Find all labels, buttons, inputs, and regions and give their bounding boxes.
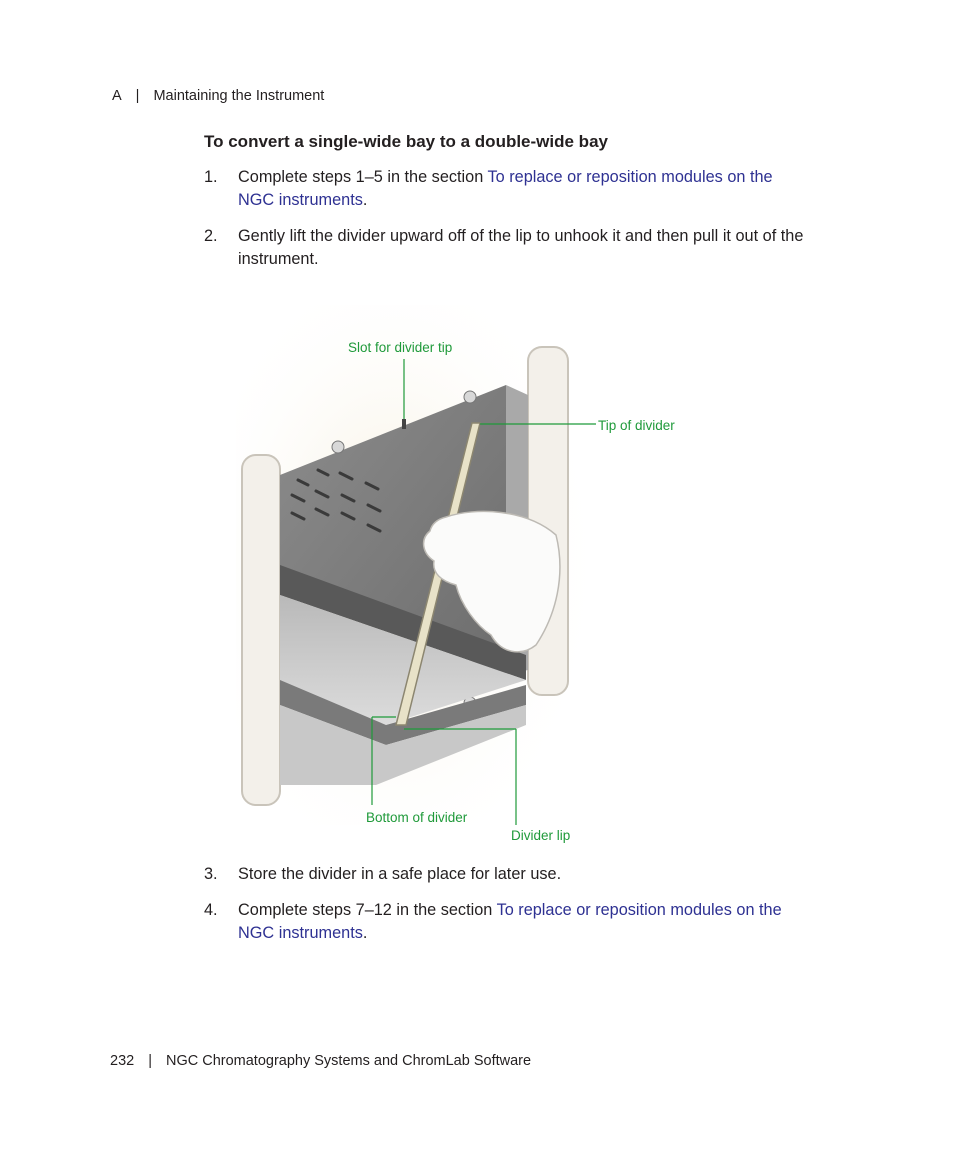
step-1-text (238, 166, 848, 212)
divider-slot (402, 419, 406, 429)
step-1-text-before: Complete steps 1–5 in the section (238, 168, 488, 186)
divider-illustration-svg (236, 285, 696, 850)
step-4-text-before: Complete steps 7–12 in the section (238, 901, 497, 919)
step-4-number: 4. (204, 901, 218, 919)
step-1-number: 1. (204, 168, 218, 186)
callout-tip-of-divider: Tip of divider (598, 418, 675, 433)
left-frame (242, 455, 280, 805)
step-2 (204, 225, 844, 273)
step-3-number: 3. (204, 865, 218, 883)
step-3 (204, 863, 844, 887)
screw-top-left (332, 441, 344, 453)
step-3-text: Store the divider in a safe place for later use. (238, 865, 562, 883)
callout-divider-lip: Divider lip (511, 828, 571, 843)
divider-illustration (236, 285, 696, 850)
step-4-link-line2[interactable]: NGC instruments (238, 924, 363, 942)
step-4-link-line1[interactable]: To replace or reposition modules on the (496, 901, 782, 919)
step-1-link-line2[interactable]: NGC instruments (238, 191, 363, 209)
footer-separator: | (148, 1053, 152, 1069)
step-2-text (238, 225, 848, 271)
header-separator: | (135, 88, 140, 104)
step-1 (204, 166, 844, 214)
step-2-line2: instrument. (238, 250, 319, 268)
callout-bottom-of-divider: Bottom of divider (366, 810, 468, 825)
step-4 (204, 899, 844, 947)
step-1-text-after: . (362, 191, 368, 209)
step-4-text-after: . (362, 924, 368, 942)
step-2-line1: Gently lift the divider upward off of the lip to unhook it and then pull it out of the (238, 227, 804, 245)
footer-page-number: 232 (110, 1053, 135, 1069)
footer-doc-title: NGC Chromatography Systems and ChromLab Software (165, 1053, 532, 1069)
running-footer (110, 1053, 531, 1069)
screw-top-right (464, 391, 476, 403)
running-header (112, 88, 324, 104)
callout-slot-for-divider-tip: Slot for divider tip (348, 340, 453, 355)
step-2-number: 2. (204, 227, 218, 245)
header-chapter: Maintaining the Instrument (153, 88, 325, 104)
step-4-text (238, 899, 848, 945)
header-section: A (112, 88, 122, 104)
procedure-title: To convert a single-wide bay to a double-wide bay (204, 132, 608, 151)
step-1-link-line1[interactable]: To replace or reposition modules on the (487, 168, 773, 186)
